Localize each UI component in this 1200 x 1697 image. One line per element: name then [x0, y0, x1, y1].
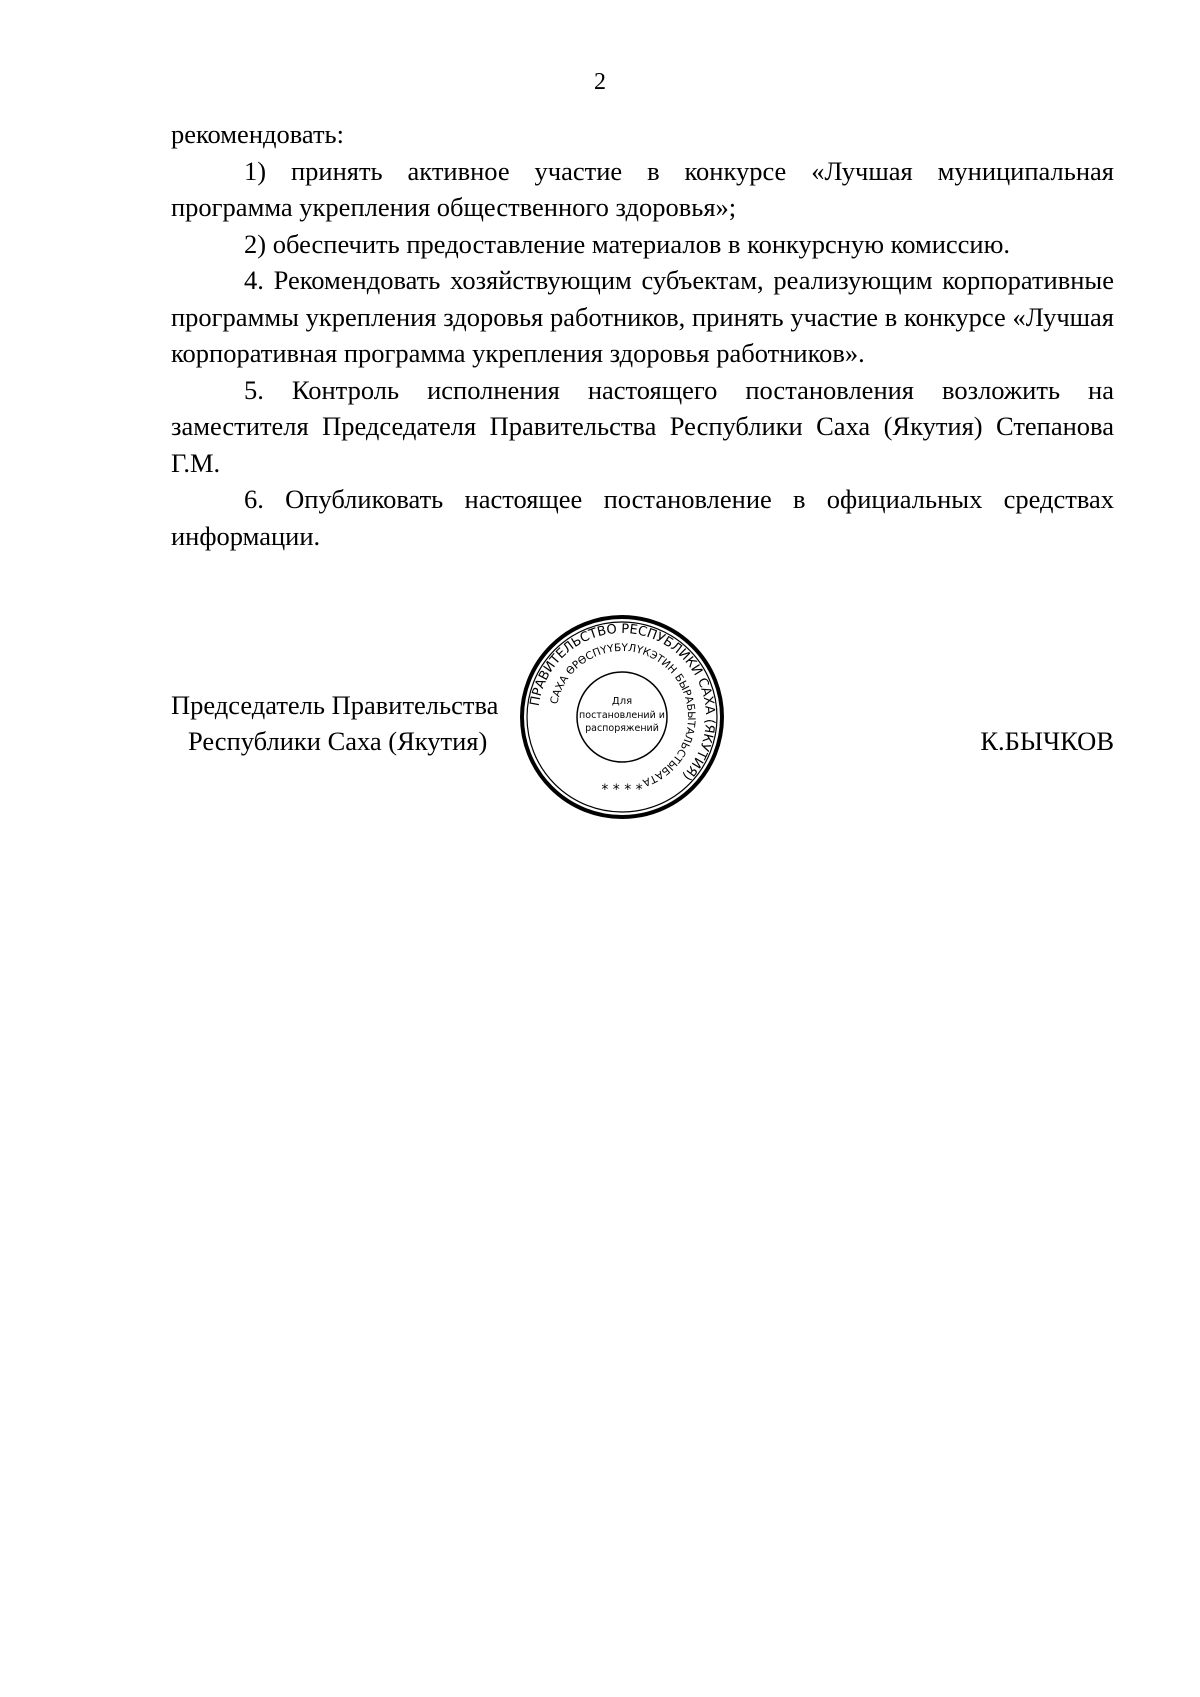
signatory-position [171, 687, 498, 759]
signatory-position-line1: Председатель Правительства [171, 690, 499, 720]
paragraph-clause-5: 5. Контроль исполнения настоящего постановления возложить на заместителя Председателя Правительства Республики Саха (Якутия) Степанова Г.М. [171, 374, 1114, 478]
document-body [171, 116, 1114, 554]
seal-inner-text: САХА ӨРӨСПҮҮБҮЛҮКЭТИН БЫРАБЫТАЛЬСТЫБАТА [548, 641, 698, 789]
signatory-name: К.БЫЧКОВ [980, 726, 1114, 756]
seal-center-line2: постановлений и [579, 710, 665, 721]
page-number: 2 [594, 69, 606, 95]
paragraph-clause-6: 6. Опубликовать настоящее постановление в официальных средствах информации. [171, 484, 1114, 551]
seal-stars: * * * * [601, 782, 643, 798]
official-seal [519, 614, 725, 820]
paragraph-item-2: 2) обеспечить предоставление материалов в конкурсную комиссию. [244, 228, 1011, 259]
seal-center-line3: распоряжений [585, 723, 659, 734]
seal-outer-text: ПРАВИТЕЛЬСТВО РЕСПУБЛИКИ САХА (ЯКУТИЯ) [527, 621, 718, 784]
paragraph-recommend: рекомендовать: [171, 119, 345, 149]
seal-graphic [519, 614, 725, 820]
paragraph-item-1: 1) принять активное участие в конкурсе «Лучшая муниципальная программа укрепления общественного здоровья»; [171, 155, 1114, 222]
seal-center-line1: Для [611, 696, 633, 707]
paragraph-clause-4: 4. Рекомендовать хозяйствующим субъектам, реализующим корпоративные программы укрепления здоровья работников, принять участие в конкурсе «Лучшая корпоративная программа укрепления здоровья работников». [171, 265, 1114, 368]
signatory-position-line2: Республики Саха (Якутия) [188, 726, 488, 756]
